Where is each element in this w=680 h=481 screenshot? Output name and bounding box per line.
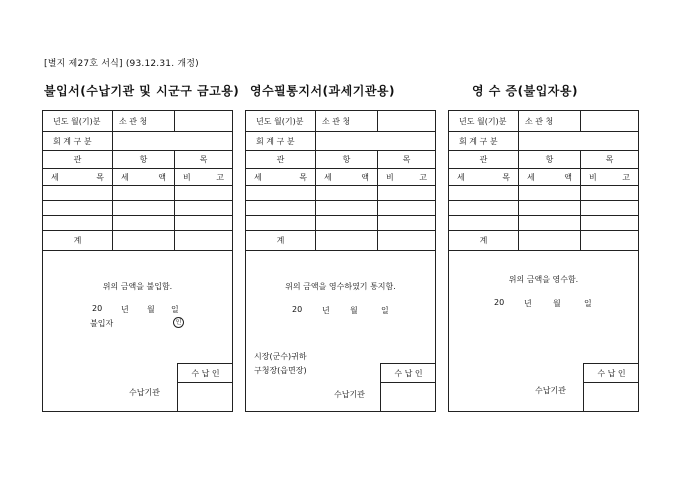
form-2-receipt-notice <box>245 110 436 412</box>
form-2-title: 영수필통지서(과세기관용) <box>250 84 395 98</box>
year-month-label: 년도 월(기)분 <box>246 111 316 131</box>
table-row <box>43 201 232 216</box>
office-label: 소 관 청 <box>113 111 175 131</box>
payer-label: 불입자 <box>90 319 114 328</box>
form-1-payment-slip <box>42 110 233 412</box>
date-month-label: 월 <box>553 299 561 308</box>
hang-label: 항 <box>316 151 378 168</box>
amount-header: 세 액 <box>316 169 378 185</box>
year-month-label: 년도 월(기)분 <box>449 111 519 131</box>
receiving-agency-label: 수납기관 <box>535 386 566 395</box>
gwan-label: 관 <box>449 151 519 168</box>
date-month-label: 월 <box>350 306 358 315</box>
table-row <box>449 216 638 231</box>
account-value[interactable] <box>316 132 435 150</box>
date-year-label: 년 <box>524 299 532 308</box>
form-1-title: 불입서(수납기관 및 시군구 금고용) <box>44 84 240 98</box>
office-value[interactable] <box>581 111 638 131</box>
office-value[interactable] <box>378 111 435 131</box>
classification-row <box>449 151 638 169</box>
date-year-label: 년 <box>322 306 330 315</box>
account-label: 회 계 구 분 <box>43 132 113 150</box>
total-amount[interactable] <box>519 231 581 250</box>
mok-label: 목 <box>402 155 411 164</box>
account-label: 회 계 구 분 <box>449 132 519 150</box>
receiving-agency-label: 수납기관 <box>129 388 160 397</box>
account-value[interactable] <box>113 132 232 150</box>
form-3-payer-receipt <box>448 110 639 412</box>
account-row <box>246 132 435 151</box>
addressee-district-head: 구청장(읍면장) <box>254 366 307 375</box>
receipt-stamp-label: 수 납 인 <box>597 369 626 378</box>
seal-stamp-icon: 인 <box>173 317 184 328</box>
remark-header: 비 고 <box>183 172 224 182</box>
total-row <box>43 231 232 251</box>
date-year-label: 년 <box>121 305 129 314</box>
total-amount[interactable] <box>113 231 175 250</box>
classification-row <box>246 151 435 169</box>
account-value[interactable] <box>519 132 638 150</box>
date-year: 20 <box>494 298 505 307</box>
column-header-row <box>246 169 435 186</box>
year-month-label: 년도 월(기)분 <box>43 111 113 131</box>
addressee-mayor: 시장(군수)귀하 <box>254 352 307 361</box>
date-month-label: 월 <box>147 305 155 314</box>
receipt-stamp-label: 수 납 인 <box>394 369 423 378</box>
date-day-label: 일 <box>584 299 592 308</box>
table-row <box>246 186 435 201</box>
remark-header: 비 고 <box>589 172 630 182</box>
mok-label: 목 <box>199 155 208 164</box>
total-label: 계 <box>43 231 113 250</box>
receipt-stamp-box[interactable] <box>177 363 233 412</box>
account-row <box>43 132 232 151</box>
office-label: 소 관 청 <box>519 111 581 131</box>
form-header-note: [별지 제27호 서식] (93.12.31. 개정) <box>44 59 199 69</box>
hang-label: 항 <box>113 151 175 168</box>
table-row <box>246 216 435 231</box>
mok-label: 목 <box>605 155 614 164</box>
year-month-row <box>43 111 232 132</box>
amount-header: 세 액 <box>113 169 175 185</box>
gwan-label: 관 <box>246 151 316 168</box>
confirmation-message: 위의 금액을 불입함. <box>102 282 173 291</box>
column-header-row <box>449 169 638 186</box>
remark-header: 비 고 <box>386 172 427 182</box>
total-amount[interactable] <box>316 231 378 250</box>
total-label: 계 <box>449 231 519 250</box>
office-value[interactable] <box>175 111 232 131</box>
gwan-label: 관 <box>43 151 113 168</box>
hang-label: 항 <box>519 151 581 168</box>
form-3-title: 영 수 증(불입자용) <box>472 84 578 98</box>
table-row <box>246 201 435 216</box>
confirmation-message: 위의 금액을 영수하였기 통지함. <box>285 282 396 291</box>
table-row <box>449 201 638 216</box>
date-year: 20 <box>292 305 303 314</box>
table-row <box>43 186 232 201</box>
account-label: 회 계 구 분 <box>246 132 316 150</box>
office-label: 소 관 청 <box>316 111 378 131</box>
semok-header: 세 목 <box>246 169 316 185</box>
column-header-row <box>43 169 232 186</box>
receipt-stamp-label: 수 납 인 <box>191 369 220 378</box>
amount-header: 세 액 <box>519 169 581 185</box>
year-month-row <box>449 111 638 132</box>
table-row <box>449 186 638 201</box>
total-row <box>449 231 638 251</box>
receiving-agency-label: 수납기관 <box>334 390 365 399</box>
receipt-stamp-box[interactable] <box>583 363 639 412</box>
account-row <box>449 132 638 151</box>
receipt-stamp-box[interactable] <box>380 363 436 412</box>
date-year: 20 <box>92 304 103 313</box>
classification-row <box>43 151 232 169</box>
confirmation-message: 위의 금액을 영수함. <box>508 275 579 284</box>
date-day-label: 일 <box>381 306 389 315</box>
date-day-label: 일 <box>171 305 179 314</box>
year-month-row <box>246 111 435 132</box>
total-row <box>246 231 435 251</box>
semok-header: 세 목 <box>43 169 113 185</box>
semok-header: 세 목 <box>449 169 519 185</box>
seal-mark <box>173 317 184 328</box>
table-row <box>43 216 232 231</box>
total-label: 계 <box>246 231 316 250</box>
